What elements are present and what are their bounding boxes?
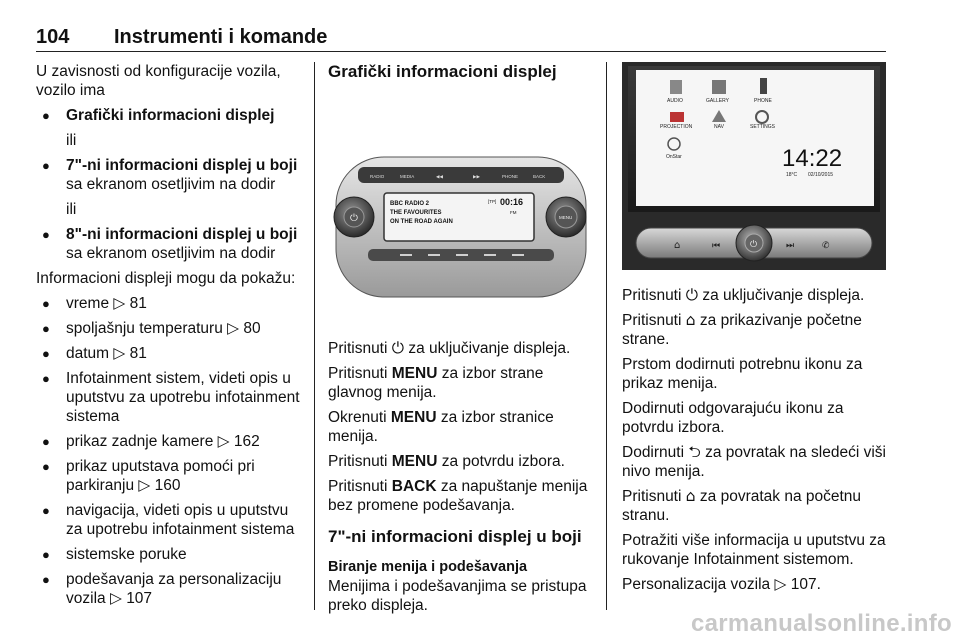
or-text: ili	[66, 201, 77, 218]
phone-icon[interactable]: ✆	[822, 241, 830, 251]
graphic-display-photo	[328, 115, 594, 323]
display-options-list-3	[36, 225, 302, 263]
subheading-menu-selection: Biranje menija i podešavanja	[328, 559, 528, 575]
column-left	[36, 62, 302, 614]
feature-text: Infotainment sistem, videti opis u uputstvu za upotrebu infotainment sistema	[66, 370, 300, 425]
seek-forward-button-label[interactable]: ▶▶	[473, 174, 480, 179]
menu-keyword: MENU	[390, 409, 437, 426]
text: Pritisnuti	[622, 287, 686, 304]
home-icon: ⌂	[685, 311, 696, 329]
power-icon: ⏻	[750, 240, 758, 250]
radio-button-label[interactable]: RADIO	[370, 174, 385, 179]
feature-item	[36, 432, 302, 451]
text: za prikazivanje početne strane.	[622, 312, 862, 348]
paragraph-return-home	[622, 487, 890, 525]
text: Dodirnuti	[622, 444, 689, 461]
home-icon: ⌂	[685, 487, 696, 505]
text: .	[816, 576, 821, 593]
option-8inch-rest: sa ekranom osetljivim na dodir	[66, 245, 276, 262]
feature-text: podešavanja za personalizaciju vozila	[66, 571, 282, 607]
paragraph-power	[622, 286, 890, 305]
feature-text: sistemske poruke	[66, 546, 187, 563]
option-8inch-display	[36, 225, 302, 263]
screen-clock: 14:22	[782, 145, 843, 172]
text: Pritisnuti	[328, 453, 392, 470]
page-reference-arrow-icon: ▷	[774, 575, 787, 593]
back-keyword: BACK	[391, 478, 437, 495]
paragraph-menu-select	[328, 364, 594, 402]
section-heading-7inch: 7"-ni informacioni displej u boji	[328, 527, 582, 546]
page-reference[interactable]: 162	[233, 433, 260, 450]
page-reference-arrow-icon: ▷	[109, 589, 122, 607]
text: Pritisnuti	[328, 478, 392, 495]
text: Pritisnuti	[622, 312, 686, 329]
paragraph-back	[328, 477, 594, 515]
column-divider	[606, 62, 607, 610]
app-icon-label: SETTINGS	[750, 124, 776, 130]
option-graphic-label: Grafički informacioni displej	[66, 107, 275, 124]
option-graphic-display	[36, 106, 302, 125]
back-button-label[interactable]: BACK	[533, 174, 546, 179]
paragraph-menu-turn	[328, 408, 594, 446]
back-arrow-icon: ⮌	[688, 443, 701, 461]
page-reference[interactable]: 107	[790, 576, 817, 593]
paragraph-power	[328, 339, 594, 358]
text: za potvrdu izbora.	[437, 453, 565, 470]
page-reference[interactable]: 80	[243, 320, 261, 337]
page-reference-arrow-icon: ▷	[138, 476, 151, 494]
menu-keyword: MENU	[391, 453, 438, 470]
option-7inch-display	[36, 156, 302, 194]
display-line-station: BBC RADIO 2	[390, 201, 430, 207]
text: Pritisnuti	[328, 365, 392, 382]
display-options-list	[36, 106, 302, 125]
page-reference-arrow-icon: ▷	[113, 344, 126, 362]
text: za uključivanje displeja.	[404, 340, 571, 357]
paragraph-back	[622, 443, 890, 481]
page-reference-arrow-icon: ▷	[113, 294, 126, 312]
option-7inch-rest: sa ekranom osetljivim na dodir	[66, 176, 276, 193]
display-tp-indicator: [TP]	[488, 199, 497, 204]
text: za izbor strane glavnog menija.	[328, 365, 544, 401]
page-header	[36, 24, 886, 52]
screen-date: 02/10/2015	[808, 172, 834, 178]
page-title: Instrumenti i komande	[114, 26, 328, 48]
app-icon-label: PROJECTION	[660, 124, 693, 130]
text: za povratak na sledeći viši nivo menija.	[622, 444, 886, 480]
feature-item	[36, 319, 302, 338]
seek-back-button-label[interactable]: ◀◀	[436, 174, 443, 179]
page-reference[interactable]: 81	[129, 295, 147, 312]
app-icon-label: GALLERY	[706, 98, 729, 104]
text: za napuštanje menija bez promene podešavanja.	[328, 478, 588, 514]
feature-text: spoljašnju temperaturu	[66, 320, 223, 337]
feature-text: prikaz uputstava pomoći pri parkiranju	[66, 458, 255, 494]
menu-keyword: MENU	[391, 365, 438, 382]
seek-back-icon[interactable]: ⏮	[712, 241, 721, 251]
feature-item	[36, 501, 302, 539]
media-button-label[interactable]: MEDIA	[400, 174, 415, 179]
paragraph-more-info: Potražiti više informacija u uputstvu za rukovanje Infotainment sistemom.	[622, 532, 886, 568]
paragraph-menus-access: Menijima i podešavanjima se pristupa preko displeja.	[328, 578, 587, 614]
watermark: carmanualsonline.info	[690, 610, 952, 637]
menu-knob-label: MENU	[559, 215, 573, 220]
option-7inch-label: 7"-ni informacioni displej u boji	[66, 157, 298, 174]
page-reference-arrow-icon: ▷	[227, 319, 240, 337]
feature-item	[36, 545, 302, 564]
feature-text: vreme	[66, 295, 110, 312]
display-line-show: THE FAVOURITES	[390, 210, 442, 216]
phone-button-label[interactable]: PHONE	[502, 174, 519, 179]
intro-text: U zavisnosti od konfiguracije vozila, vozilo ima	[36, 63, 281, 99]
seek-forward-icon[interactable]: ⏭	[786, 241, 795, 251]
feature-item	[36, 344, 302, 363]
page-reference[interactable]: 160	[154, 477, 181, 494]
feature-item	[36, 294, 302, 313]
paragraph-home	[622, 311, 890, 349]
or-text: ili	[66, 132, 77, 149]
displays-can-show: Informacioni displeji mogu da pokažu:	[36, 270, 296, 287]
feature-item	[36, 369, 302, 426]
paragraph-personalization	[622, 575, 890, 594]
text: Okrenuti	[328, 409, 391, 426]
power-icon: ⏻	[350, 213, 358, 224]
paragraph-confirm: Dodirnuti odgovarajuću ikonu za potvrdu izbora.	[622, 400, 844, 436]
text: Personalizacija vozila	[622, 576, 775, 593]
feature-item	[36, 457, 302, 495]
page-reference[interactable]: 107	[126, 590, 153, 607]
color-display-photo	[622, 62, 886, 270]
feature-text: prikaz zadnje kamere	[66, 433, 214, 450]
text: za uključivanje displeja.	[698, 287, 865, 304]
feature-item	[36, 570, 302, 608]
display-time: 00:16	[500, 197, 524, 207]
page-reference-arrow-icon: ▷	[217, 432, 230, 450]
paragraph-menu-confirm	[328, 452, 594, 471]
section-heading-graphic: Grafički informacioni displej	[328, 62, 557, 81]
app-icon-label: AUDIO	[667, 98, 683, 104]
column-divider	[314, 62, 315, 610]
color-display-illustration	[622, 62, 886, 270]
display-features-list	[36, 294, 302, 608]
page-number: 104	[36, 26, 70, 48]
display-options-list-2	[36, 156, 302, 194]
app-icon-label: OnStar	[666, 154, 682, 160]
paragraph-touch-icon: Prstom dodirnuti potrebnu ikonu za prikaz menija.	[622, 356, 863, 392]
text: za povratak na početnu stranu.	[622, 488, 862, 524]
column-middle	[328, 62, 594, 621]
home-icon[interactable]: ⌂	[674, 240, 681, 251]
text: za izbor stranice menija.	[328, 409, 554, 445]
graphic-display-panel-illustration	[328, 115, 594, 323]
app-icon-label: NAV	[714, 124, 724, 130]
option-8inch-label: 8"-ni informacioni displej u boji	[66, 226, 298, 243]
text: Pritisnuti	[328, 340, 392, 357]
feature-text: datum	[66, 345, 110, 362]
power-icon: ⏻	[685, 286, 699, 304]
column-right	[622, 62, 890, 600]
text: Pritisnuti	[622, 488, 686, 505]
app-icon-label: PHONE	[754, 98, 772, 104]
screen-temperature: 18°C	[786, 172, 798, 178]
power-icon: ⏻	[391, 339, 405, 357]
feature-text: navigacija, videti opis u uputstvu za upotrebu infotainment sistema	[66, 502, 295, 538]
page-reference[interactable]: 81	[129, 345, 147, 362]
display-line-song: ON THE ROAD AGAIN	[390, 219, 453, 225]
display-band: FM	[510, 210, 517, 215]
